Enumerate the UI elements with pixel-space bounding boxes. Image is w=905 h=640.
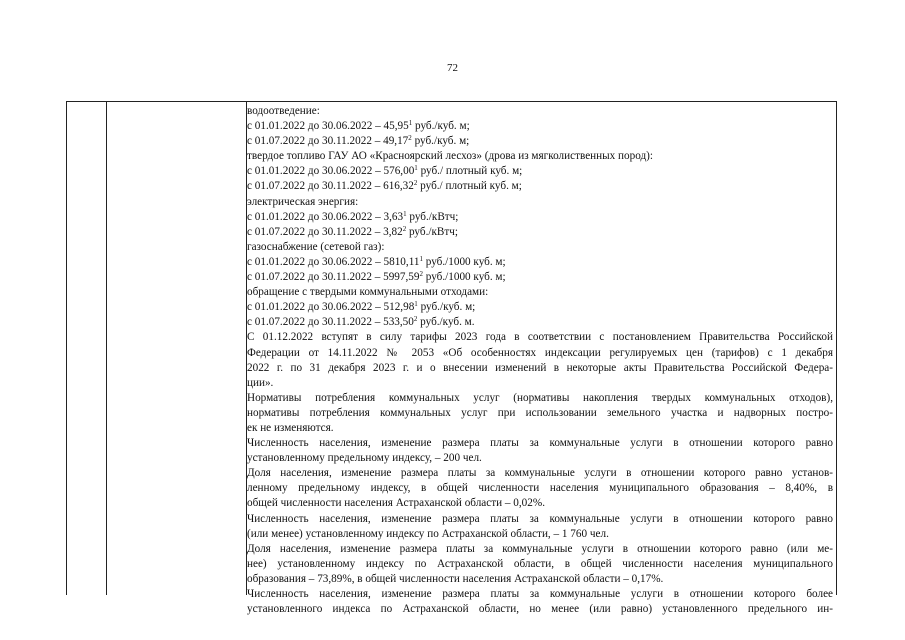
tariff-rate <box>247 164 833 179</box>
footnote-mark: 2 <box>413 315 418 324</box>
rate-unit: руб./ плотный куб. м; <box>417 180 522 193</box>
tariff-label: электрическая энергия: <box>247 195 359 208</box>
tariff-rate <box>247 255 833 270</box>
rate-unit: руб./куб. м; <box>411 135 470 148</box>
paragraph-line: (или менее) установленному индексу по Астраханской области, – 1 760 чел. <box>247 527 609 540</box>
rate-unit: руб./куб. м; <box>412 120 470 133</box>
rate-unit: руб./кВтч; <box>406 225 458 238</box>
paragraph-line: Доля населения, изменение размера платы за коммунальные услуги в отношении которого равно (или ме- <box>247 542 833 555</box>
page-number: 72 <box>447 62 458 74</box>
footnote-mark: 2 <box>408 134 412 143</box>
paragraph <box>247 391 833 436</box>
footnote-mark: 1 <box>403 209 407 218</box>
footnote-mark: 1 <box>414 164 418 173</box>
tariff-rate <box>247 225 833 240</box>
paragraph <box>247 330 833 390</box>
footnote-mark: 2 <box>402 224 407 233</box>
paragraph-line: ек не изменяются. <box>247 421 334 434</box>
tariff-label: водоотведение: <box>247 105 320 117</box>
rate-period: с 01.07.2022 до 30.11.2022 – 616,32 <box>247 180 414 193</box>
tariff-rate <box>247 270 833 285</box>
rate-period: с 01.01.2022 до 30.06.2022 – 576,00 <box>247 165 415 178</box>
paragraph <box>247 436 833 466</box>
paragraph-line: Нормативы потребления коммунальных услуг (нормативы накопления твердых коммунальных отходов), <box>247 391 833 404</box>
paragraph-line: 2022 г. по 31 декабря 2023 г. и о внесении изменений в некоторые акты Правительства Российской Федера- <box>247 361 833 374</box>
rate-unit: руб./кВтч; <box>406 210 459 223</box>
footnote-mark: 2 <box>419 270 423 279</box>
rate-unit: руб./куб. м; <box>417 301 476 314</box>
tariff-label: газоснабжение (сетевой газ): <box>247 240 385 253</box>
rate-period: с 01.01.2022 до 30.06.2022 – 512,98 <box>247 301 415 314</box>
paragraph-line: ленному предельному индексу, в общей численности населения муниципального образования – 8,40%, в <box>247 482 833 495</box>
table-column-content <box>247 104 833 617</box>
paragraph-line: Численность населения, изменение размера платы за коммунальные услуги в отношении которого равно <box>247 437 833 450</box>
rate-period: с 01.01.2022 до 30.06.2022 – 45,95 <box>247 120 409 133</box>
paragraph-line: Численность населения, изменение размера платы за коммунальные услуги в отношении которого более <box>247 588 833 600</box>
rate-unit: руб./ плотный куб. м; <box>417 165 523 178</box>
paragraph <box>247 542 833 587</box>
paragraph-line: нормативы потребления коммунальных услуг при использовании земельного участка и надворных постро- <box>247 406 833 419</box>
rate-period: с 01.07.2022 до 30.11.2022 – 5997,59 <box>247 271 420 284</box>
paragraph-line: Численность населения, изменение размера платы за коммунальные услуги в отношении которого равно <box>247 512 833 525</box>
rate-unit: руб./куб. м. <box>417 316 475 329</box>
paragraph-line: образования – 73,89%, в общей численности населения Астраханской области – 0,17%. <box>247 572 664 585</box>
table-column-name <box>107 102 247 595</box>
paragraph-line: Доля населения, изменение размера платы за коммунальные услуги в отношении которого равно установ- <box>247 467 833 480</box>
rate-period: с 01.07.2022 до 30.11.2022 – 49,17 <box>247 135 409 148</box>
rate-unit: руб./1000 куб. м; <box>422 255 506 268</box>
tariff-rate <box>247 300 833 315</box>
paragraph-line: ции». <box>247 376 274 389</box>
rate-period: с 01.07.2022 до 30.11.2022 – 533,50 <box>247 316 414 329</box>
paragraph <box>247 466 833 511</box>
paragraph-line: Федерации от 14.11.2022 № 2053 «Об особенностях индексации регулируемых цен (тарифов) с 1 декабря <box>247 346 833 359</box>
footnote-mark: 1 <box>419 254 423 263</box>
footnote-mark: 2 <box>413 179 418 188</box>
paragraph-line: установленного индекса по Астраханской области, но менее (или равно) установленного предельного ин- <box>247 603 833 616</box>
paragraph-line: установленному предельному индексу, – 200 чел. <box>247 452 482 465</box>
paragraph-line: нее) установленному индексу по Астраханской области, в общей численности населения муниципального <box>247 557 833 570</box>
tariff-rate <box>247 119 833 134</box>
rate-period: с 01.01.2022 до 30.06.2022 – 5810,11 <box>247 255 420 268</box>
rate-period: с 01.01.2022 до 30.06.2022 – 3,63 <box>247 210 404 223</box>
footnote-mark: 1 <box>414 300 418 309</box>
document-table <box>66 101 837 616</box>
paragraph-line: общей численности населения Астраханской области – 0,02%. <box>247 497 545 510</box>
table-column-number <box>67 102 107 595</box>
tariff-rate <box>247 315 833 330</box>
rate-unit: руб./1000 куб. м; <box>422 271 506 284</box>
paragraph <box>247 512 833 542</box>
tariff-rate <box>247 210 833 225</box>
paragraph-line: С 01.12.2022 вступят в силу тарифы 2023 года в соответствии с постановлением Правительства Российской <box>247 331 833 344</box>
footnote-mark: 1 <box>408 119 413 128</box>
rate-period: с 01.07.2022 до 30.11.2022 – 3,82 <box>247 225 403 238</box>
paragraph <box>247 587 833 617</box>
tariff-label: обращение с твердыми коммунальными отходами: <box>247 286 489 299</box>
tariff-label: твердое топливо ГАУ АО «Красноярский лесхоз» (дрова из мягколиственных пород): <box>247 150 654 163</box>
tariff-rate <box>247 134 833 149</box>
tariff-rate <box>247 179 833 194</box>
